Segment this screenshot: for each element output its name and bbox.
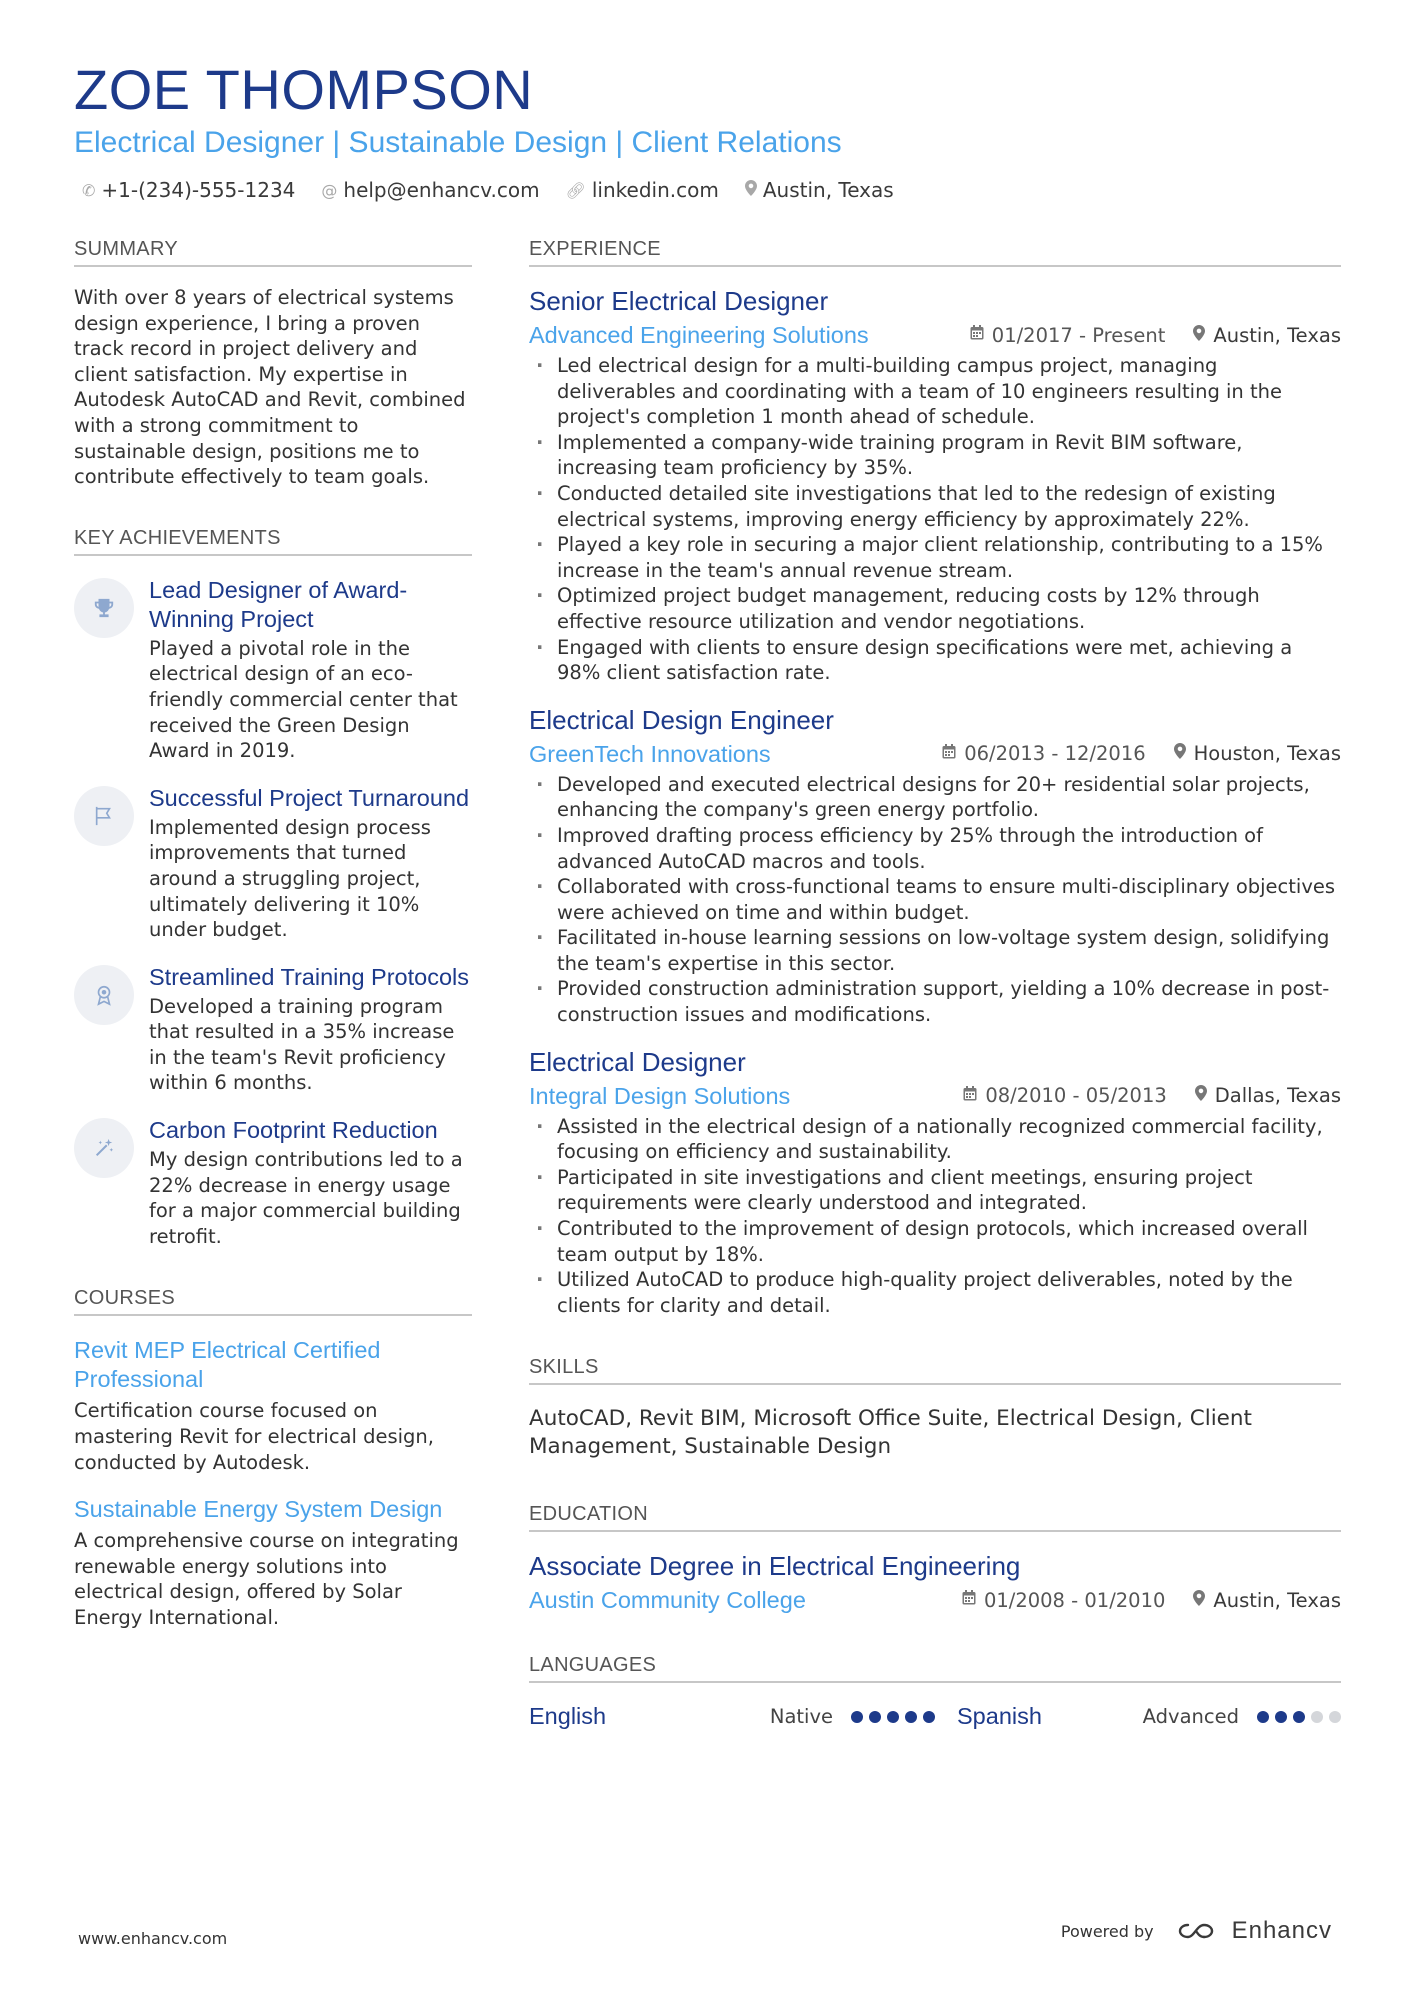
job-title: Electrical Design Engineer (529, 704, 834, 735)
footer-website[interactable]: www.enhancv.com (78, 1929, 228, 1948)
job-dates: 01/2017 - Present (991, 323, 1166, 347)
rating-dot-filled (905, 1711, 917, 1723)
calendar-icon (942, 744, 956, 764)
course-desc: A comprehensive course on integrating renewable energy solutions into electrical design, offered by Solar Energy International. (74, 1529, 459, 1629)
language-item (957, 1703, 1341, 1730)
left-column (74, 238, 472, 1631)
language-item (529, 1703, 935, 1730)
achievement-desc: Played a pivotal role in the electrical design of an eco-friendly commercial center that received the Green Design Award in 2019. (149, 636, 458, 763)
job-bullets (529, 353, 1341, 686)
calendar-icon (970, 325, 984, 345)
achievement-desc: Developed a training program that resulted in a 35% increase in the team's Revit proficiency within 6 months. (149, 994, 455, 1095)
achievement-item (74, 963, 472, 1096)
company-name: Advanced Engineering Solutions (529, 322, 869, 348)
calendar-icon (963, 1086, 977, 1106)
magic-wand-icon (74, 1118, 134, 1178)
job-bullets (529, 1114, 1341, 1319)
rating-dot-filled (1257, 1711, 1269, 1723)
job-title: Senior Electrical Designer (529, 286, 829, 316)
bullet-item: · Provided construction administration support, yielding a 10% decrease in post-construction issues and modifications. (529, 976, 1341, 1027)
course-title: Sustainable Energy System Design (74, 1496, 443, 1523)
course-item (74, 1495, 472, 1630)
language-level: Native (769, 1705, 833, 1729)
achievement-title: Successful Project Turnaround (149, 784, 470, 811)
contact-linkedin-text: linkedin.com (591, 178, 719, 202)
degree-title: Associate Degree in Electrical Engineering (529, 1551, 1021, 1582)
brand-logo[interactable] (1176, 1917, 1332, 1945)
course-item (74, 1336, 472, 1475)
bullet-item: · Improved drafting process efficiency by 25% through the introduction of advanced AutoCAD macros and tools. (529, 823, 1341, 874)
company-name: Integral Design Solutions (529, 1082, 791, 1109)
bullet-item: · Played a key role in securing a major client relationship, contributing to a 15% increase in the team's annual revenue stream. (529, 532, 1341, 583)
location-pin-icon (1195, 1085, 1207, 1106)
achievements-heading: KEY ACHIEVEMENTS (74, 527, 472, 556)
contact-linkedin[interactable] (566, 178, 719, 202)
skills-text: AutoCAD, Revit BIM, Microsoft Office Suite, Electrical Design, Client Management, Sustainable Design (529, 1406, 1252, 1460)
language-rating (1257, 1711, 1341, 1723)
at-icon: @ (321, 180, 338, 200)
course-title: Revit MEP Electrical Certified Professional (74, 1337, 381, 1393)
languages-heading: LANGUAGES (529, 1654, 1341, 1683)
bullet-item: · Contributed to the improvement of design protocols, which increased overall team output by 18%. (529, 1216, 1341, 1267)
rating-dot-filled (1293, 1711, 1305, 1723)
bullet-item: · Conducted detailed site investigations that led to the redesign of existing electrical systems, improving energy efficiency by approximately 22%. (529, 481, 1341, 532)
footer-branding (1061, 1917, 1332, 1945)
job-location: Dallas, Texas (1214, 1084, 1341, 1108)
school-name: Austin Community College (529, 1587, 806, 1614)
summary-text: With over 8 years of electrical systems design experience, I bring a proven track record in project delivery and client satisfaction. My expertise in Autodesk AutoCAD and Revit, combined with a strong commitment to sustainable design, positions me to contribute effectively to team goals. (74, 286, 466, 489)
education-location: Austin, Texas (1213, 1588, 1341, 1612)
language-rating (851, 1711, 935, 1723)
job-location: Houston, Texas (1193, 742, 1341, 766)
skills-heading: SKILLS (529, 1356, 1341, 1385)
flag-icon (74, 786, 134, 846)
achievement-desc: Implemented design process improvements that turned around a struggling project, ultimately delivering it 10% under budget. (149, 815, 431, 942)
summary-heading: SUMMARY (74, 238, 472, 267)
award-ribbon-icon (74, 965, 134, 1025)
job-location: Austin, Texas (1213, 323, 1341, 347)
rating-dot-empty (1329, 1711, 1341, 1723)
brand-name: Enhancv (1231, 1917, 1332, 1944)
job-title: Electrical Designer (529, 1046, 746, 1077)
rating-dot-filled (923, 1711, 935, 1723)
rating-dot-filled (869, 1711, 881, 1723)
achievement-item (74, 1116, 472, 1249)
location-pin-icon (1174, 743, 1186, 764)
link-icon: 🔗︎ (565, 180, 586, 200)
rating-dot-empty (1311, 1711, 1323, 1723)
rating-dot-filled (851, 1711, 863, 1723)
bullet-item: · Engaged with clients to ensure design specifications were met, achieving a 98% client satisfaction rate. (529, 635, 1341, 686)
right-column (529, 238, 1341, 1730)
job-dates: 06/2013 - 12/2016 (964, 742, 1146, 766)
bullet-item: · Collaborated with cross-functional teams to ensure multi-disciplinary objectives were achieved on time and within budget. (529, 874, 1341, 925)
contact-location (745, 178, 894, 202)
bullet-item: · Led electrical design for a multi-building campus project, managing deliverables and coordinating with a team of 10 engineers resulting in the project's completion 1 month ahead of schedule. (529, 353, 1341, 430)
bullet-item: · Assisted in the electrical design of a nationally recognized commercial facility, focusing on efficiency and sustainability. (529, 1114, 1341, 1165)
candidate-name: ZOE THOMPSON (74, 58, 534, 121)
job-entry (529, 1046, 1341, 1319)
bullet-item: · Optimized project budget management, reducing costs by 12% through effective resource utilization and vendor negotiations. (529, 583, 1341, 634)
contact-email-text: help@enhancv.com (343, 178, 540, 202)
experience-heading: EXPERIENCE (529, 238, 1341, 267)
contact-bar (82, 178, 894, 202)
job-entry (529, 285, 1341, 686)
achievement-item (74, 784, 472, 943)
languages-list (529, 1703, 1341, 1730)
language-name: English (529, 1703, 607, 1730)
contact-phone[interactable] (82, 178, 295, 202)
rating-dot-filled (887, 1711, 899, 1723)
bullet-item: · Facilitated in-house learning sessions on low-voltage system design, solidifying the team's expertise in this sector. (529, 925, 1341, 976)
infinity-logo-icon (1176, 1919, 1222, 1943)
job-entry (529, 704, 1341, 1028)
education-heading: EDUCATION (529, 1503, 1341, 1532)
bullet-item: · Utilized AutoCAD to produce high-quality project deliverables, noted by the clients for clarity and detail. (529, 1267, 1341, 1318)
powered-by-label: Powered by (1060, 1921, 1154, 1941)
achievement-desc: My design contributions led to a 22% decrease in energy usage for a major commercial building retrofit. (149, 1148, 463, 1248)
job-bullets (529, 772, 1341, 1028)
location-pin-icon (745, 180, 757, 200)
calendar-icon (962, 1590, 976, 1610)
job-dates: 08/2010 - 05/2013 (985, 1084, 1167, 1108)
language-level: Advanced (1142, 1705, 1239, 1729)
location-pin-icon (1193, 325, 1205, 346)
course-desc: Certification course focused on mastering Revit for electrical design, conducted by Autodesk. (74, 1399, 434, 1474)
trophy-icon (74, 578, 134, 638)
contact-email[interactable] (321, 178, 539, 202)
contact-phone-text: +1-(234)-555-1234 (101, 178, 296, 202)
achievement-title: Streamlined Training Protocols (149, 963, 470, 990)
achievement-title: Lead Designer of Award-Winning Project (149, 576, 408, 632)
candidate-headline: Electrical Designer | Sustainable Design | Client Relations (74, 126, 842, 159)
phone-icon: ✆ (82, 180, 96, 200)
language-name: Spanish (957, 1703, 1042, 1730)
bullet-item: · Implemented a company-wide training program in Revit BIM software, increasing team proficiency by 35%. (529, 430, 1341, 481)
contact-location-text: Austin, Texas (762, 178, 894, 202)
location-pin-icon (1193, 1590, 1205, 1611)
achievement-item (74, 576, 472, 764)
courses-heading: COURSES (74, 1287, 472, 1316)
bullet-item: · Developed and executed electrical designs for 20+ residential solar projects, enhancing the company's green energy portfolio. (529, 772, 1341, 823)
bullet-item: · Participated in site investigations and client meetings, ensuring project requirements were clearly understood and integrated. (529, 1165, 1341, 1216)
education-dates: 01/2008 - 01/2010 (983, 1588, 1166, 1612)
rating-dot-filled (1275, 1711, 1287, 1723)
achievement-title: Carbon Footprint Reduction (149, 1117, 438, 1144)
company-name: GreenTech Innovations (529, 740, 771, 767)
